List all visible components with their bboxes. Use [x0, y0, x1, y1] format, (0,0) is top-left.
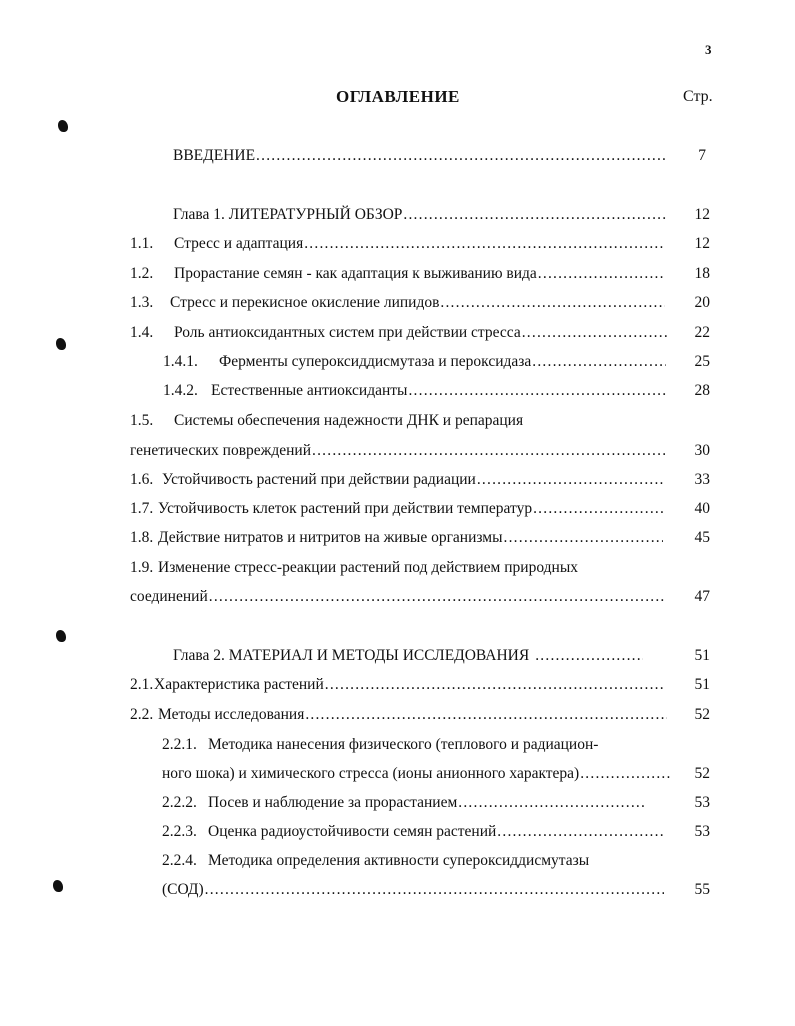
toc-entry-text: Устойчивость растений при действии радиации	[162, 471, 476, 488]
toc-row	[0, 645, 795, 667]
toc-row	[0, 879, 795, 901]
toc-row	[0, 469, 795, 491]
toc-entry-text: соединений	[130, 588, 208, 605]
toc-page-number: 20	[694, 294, 710, 311]
toc-page-number: 40	[694, 500, 710, 517]
toc-row	[0, 204, 795, 226]
toc-page-number: 18	[694, 265, 710, 282]
toc-row	[0, 410, 795, 432]
page-number: 3	[705, 42, 712, 57]
toc-entry-number: 1.4.1.	[163, 353, 198, 370]
toc-entry-text: Методика определения активности супероксиддисмутазы	[208, 852, 590, 869]
toc-row	[0, 351, 795, 373]
toc-page-number: 55	[694, 881, 710, 898]
toc-row	[0, 527, 795, 549]
scan-mark	[58, 120, 68, 132]
toc-row	[0, 850, 795, 872]
toc-page-number: 53	[694, 823, 710, 840]
toc-entry-text: Системы обеспечения надежности ДНК и репарация	[174, 412, 524, 429]
toc-entry-text: генетических повреждений	[130, 442, 312, 459]
toc-row	[0, 322, 795, 344]
toc-page-number: 7	[698, 147, 706, 164]
toc-entry-number: 1.2.	[130, 265, 154, 282]
toc-row	[0, 233, 795, 255]
toc-row	[0, 292, 795, 314]
toc-entry-number: 2.2.1.	[162, 736, 197, 753]
toc-entry-number: 2.2.	[130, 706, 154, 723]
toc-row	[0, 763, 795, 785]
toc-row	[0, 498, 795, 520]
toc-row	[0, 704, 795, 726]
toc-entry-text: ного шока) и химического стресса (ионы анионного характера)	[162, 765, 580, 782]
toc-page-number: 52	[694, 706, 710, 723]
toc-entry-number: 1.4.	[130, 324, 154, 341]
toc-page-number: 51	[694, 676, 710, 693]
toc-row	[0, 586, 795, 608]
toc-page-number: 25	[694, 353, 710, 370]
toc-entry-text: Действие нитратов и нитритов на живые организмы	[158, 529, 503, 546]
toc-entry-text: Посев и наблюдение за прорастанием	[208, 794, 458, 811]
toc-entry-number: 2.1.	[130, 676, 154, 693]
toc-row	[0, 734, 795, 756]
toc-page-number: 45	[694, 529, 710, 546]
page-column-label: Стр.	[683, 88, 713, 105]
toc-page-number: 47	[694, 588, 710, 605]
toc-entry-number: 1.6.	[130, 471, 154, 488]
page-title: ОГЛАВЛЕНИЕ	[336, 87, 460, 106]
toc-page-number: 33	[694, 471, 710, 488]
toc-row	[0, 440, 795, 462]
toc-entry-text: Естественные антиоксиданты	[211, 382, 408, 399]
toc-entry-text: Ферменты супероксиддисмутаза и пероксидаза	[219, 353, 532, 370]
toc-entry-number: 2.2.2.	[162, 794, 197, 811]
toc-entry-text: Характеристика растений	[154, 676, 324, 693]
toc-entry-text: Оценка радиоустойчивости семян растений	[208, 823, 497, 840]
toc-entry-number: 1.8.	[130, 529, 154, 546]
toc-page-number: 52	[694, 765, 710, 782]
toc-row	[0, 821, 795, 843]
toc-row	[0, 674, 795, 696]
toc-entry-text: Изменение стресс-реакции растений под действием природных	[158, 559, 578, 576]
toc-entry-text: Методы исследования	[158, 706, 305, 723]
toc-page-number: 12	[694, 206, 710, 223]
toc-entry-text: Глава 2. МАТЕРИАЛ И МЕТОДЫ ИССЛЕДОВАНИЯ	[173, 647, 530, 664]
toc-entry-text: Прорастание семян - как адаптация к выживанию вида	[174, 265, 537, 282]
toc-entry-number: 1.1.	[130, 235, 154, 252]
toc-page-number: 30	[694, 442, 710, 459]
toc-entry-number: 1.4.2.	[163, 382, 198, 399]
toc-entry-text: (СОД)	[162, 881, 204, 898]
toc-page-number: 12	[694, 235, 710, 252]
toc-entry-text: Глава 1. ЛИТЕРАТУРНЫЙ ОБЗОР	[173, 206, 403, 223]
toc-entry-text: Стресс и перекисное окисление липидов	[170, 294, 440, 311]
toc-entry-text: ВВЕДЕНИЕ	[173, 147, 256, 164]
toc-page-number: 51	[694, 647, 710, 664]
toc-entry-text: Устойчивость клеток растений при действии температур	[158, 500, 533, 517]
toc-row	[0, 557, 795, 579]
toc-row	[0, 792, 795, 814]
scan-mark	[56, 630, 66, 642]
toc-entry-number: 2.2.3.	[162, 823, 197, 840]
toc-entry-number: 1.3.	[130, 294, 154, 311]
toc-entry-number: 2.2.4.	[162, 852, 197, 869]
toc-entry-number: 1.9.	[130, 559, 154, 576]
toc-entry-text: Роль антиоксидантных систем при действии стресса	[174, 324, 521, 341]
toc-row	[0, 263, 795, 285]
toc-entry-text: Методика нанесения физического (теплового и радиацион-	[208, 736, 599, 753]
toc-page-number: 53	[694, 794, 710, 811]
toc-entry-text: Стресс и адаптация	[174, 235, 304, 252]
toc-row	[0, 380, 795, 402]
toc-entry-number: 1.7.	[130, 500, 154, 517]
toc-row	[0, 145, 795, 167]
toc-page-number: 22	[694, 324, 710, 341]
toc-entry-number: 1.5.	[130, 412, 154, 429]
toc-page-number: 28	[694, 382, 710, 399]
